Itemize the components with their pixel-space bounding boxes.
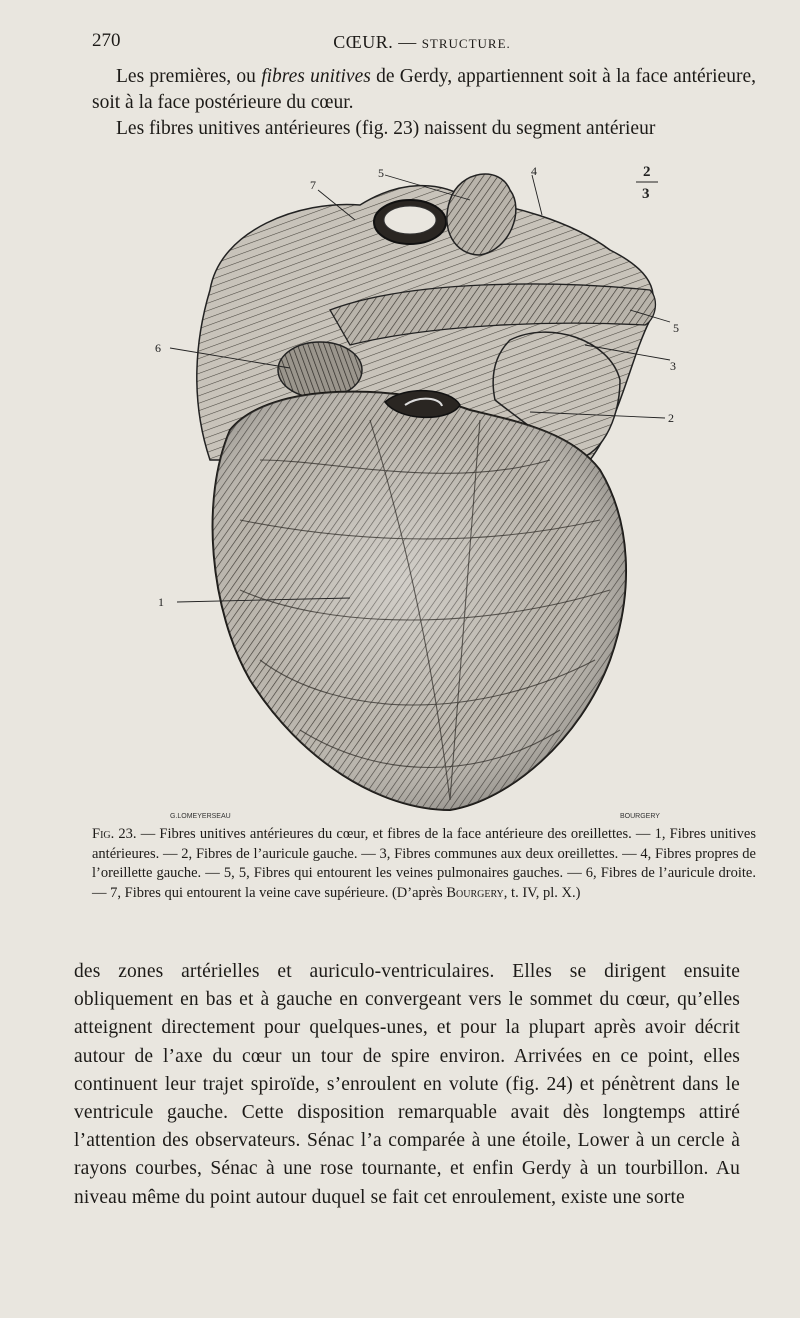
intro-paragraph-2: Les fibres unitives antérieures (fig. 23) naissent du segment antérieur	[116, 118, 656, 139]
label-5-right: 5	[673, 321, 679, 335]
scale-numerator: 2	[643, 164, 651, 180]
label-1: 1	[158, 595, 164, 609]
running-header	[92, 30, 752, 56]
figure-label: Fig. 23.	[92, 826, 137, 842]
term-fibres-unitives: fibres unitives	[261, 66, 371, 87]
right-auricle	[278, 342, 362, 398]
header-title: CŒUR.	[333, 32, 394, 52]
page-number: 270	[92, 30, 121, 51]
label-3: 3	[670, 359, 676, 373]
header-subtitle: STRUCTURE.	[421, 36, 511, 51]
heart-illustration	[150, 160, 710, 825]
figure-caption	[92, 825, 756, 903]
engraver-credit-right: BOURGERY	[620, 813, 660, 820]
intro-text-end: de Gerdy, appartiennent soit à la face antérieure, soit à la face postérieure du cœur.	[92, 66, 756, 113]
label-2: 2	[668, 411, 674, 425]
intro-paragraph-1	[92, 64, 756, 116]
body-paragraph: des zones artérielles et auriculo-ventriculaires. Elles se dirigent ensuite obliquement en bas et à gauche en convergeant vers le sommet du cœur, qu’elles atteignent directement pour quelques-unes, et pour la plupart après avoir décrit autour de l’axe du cœur un tour de spire environ. Arrivées en ce point, elles continuent leur trajet spiroïde, s’enroulent en volute (fig. 24) et pénètrent dans le ventricule gauche. Cette disposition remarquable avait dès longtemps attiré l’attention des observateurs. Sénac l’a comparée à une étoile, Lower à un cercle à rayons courbes, Sénac à une rose tournante, et enfin Gerdy à un tourbillon. Au niveau même du point autour duquel se fait cet enroulement, existe une sorte	[74, 961, 740, 1208]
engraver-credit-left: G.LOMEYERSEAU	[170, 813, 231, 820]
label-6: 6	[155, 341, 161, 355]
header-separator: —	[393, 32, 422, 52]
caption-text: — Fibres unitives antérieures du cœur, et fibres de la face antérieure des oreillettes. — 1, Fibres unitives antérieures. — 2, Fibres de l’auricule gauche. — 3, Fibres communes aux deux oreillettes. — 4, Fibres propres de l’oreillette gauche. — 5, 5, Fibres qui entourent les veines pulmonaires gauches. — 6, Fibres de l’auricule droite. — 7, Fibres qui entourent la veine cave supérieure. (D’après	[92, 826, 756, 901]
running-title	[92, 32, 752, 53]
label-7: 7	[310, 178, 316, 192]
caption-author: Bourgery	[446, 884, 504, 901]
intro-text-start: Les premières, ou	[116, 66, 262, 87]
caption-ref: , t. IV, pl. X.)	[503, 884, 581, 901]
label-5-top: 5	[378, 166, 384, 180]
label-4: 4	[531, 164, 537, 178]
heart-engraving	[150, 160, 710, 825]
scale-denominator: 3	[642, 186, 650, 202]
